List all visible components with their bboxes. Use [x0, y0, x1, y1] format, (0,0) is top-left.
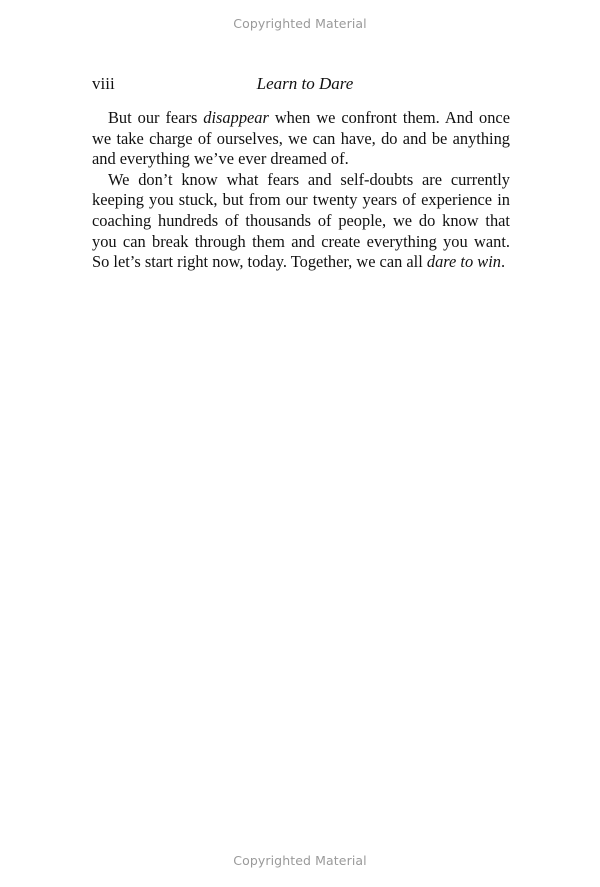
running-head [92, 74, 510, 96]
paragraph-1-text-end: when we confront them. And once we take charge of ourselves, we can have, do and be anything and everything we’ve ever dreamed of. [92, 108, 510, 169]
paragraph-2 [92, 170, 510, 273]
running-title: Learn to Dare [256, 74, 354, 93]
paragraph-2-text-end: . [500, 252, 506, 272]
paragraph-2-text-start: We don’t know what fears and self-doubts are currently keeping you stuck, but from our twenty years of experience in coaching hundreds of thousands of people, we do know that you can break through them and create everything you want. So let’s start right now, today. Together, we can all [92, 169, 510, 272]
page-number: viii [92, 74, 115, 93]
paragraph-1-emphasis: disappear [203, 108, 269, 127]
paragraph-1-text-start: But our fears [108, 108, 204, 127]
paragraph-1 [92, 108, 510, 170]
copyright-watermark-top: Copyrighted Material [233, 16, 367, 31]
body-text [92, 108, 510, 273]
copyright-watermark-bottom: Copyrighted Material [233, 853, 367, 868]
paragraph-2-emphasis: dare to win [426, 252, 501, 272]
